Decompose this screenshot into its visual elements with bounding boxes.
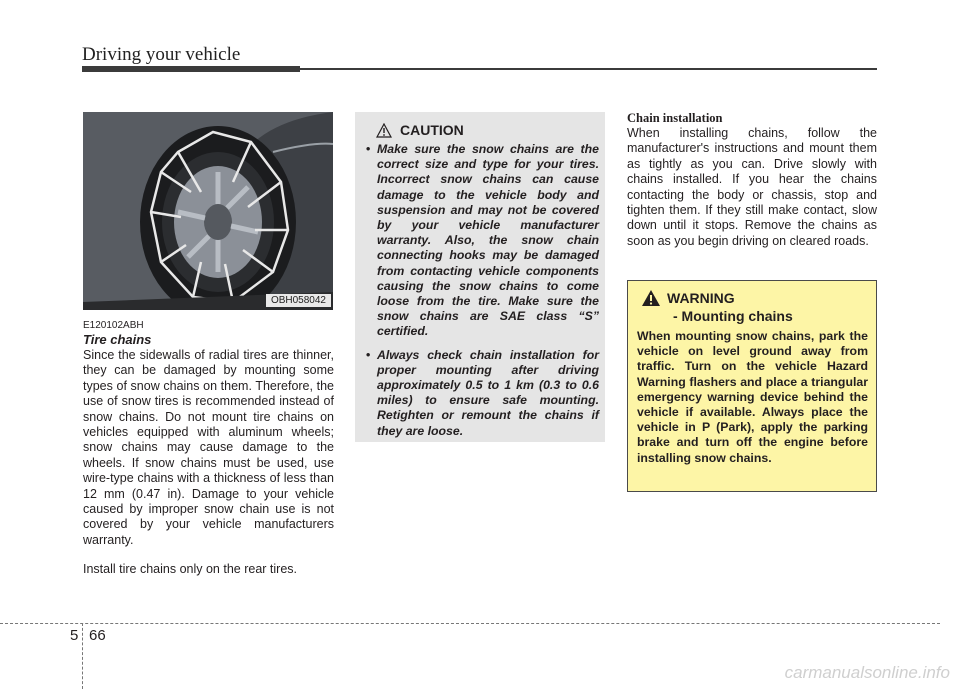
section-code: E120102ABH (83, 320, 144, 331)
header-rule-thin (300, 68, 877, 70)
tire-chain-illustration (83, 112, 333, 310)
warning-triangle-icon (641, 289, 661, 307)
caution-title: CAUTION (400, 122, 464, 138)
caution-box (355, 112, 605, 442)
caution-triangle-icon (376, 123, 392, 138)
footer-divider (82, 623, 83, 689)
watermark: carmanualsonline.info (784, 663, 950, 682)
tire-chain-photo (83, 112, 333, 310)
warning-box (627, 280, 877, 492)
chain-installation-text: When installing chains, follow the manufacturer's instructions and mount them as tightly as you can. Drive slowly with chains installed. If you hear the chains contacting the body or chassis, stop and tighten them. If they still make contact, slow down until it stops. Remove the chains as soon as you begin driving on cleared roads. (627, 126, 877, 248)
footer-rule (0, 623, 940, 624)
caution-item: • Make sure the snow chains are the correct size and type for your tires. Incorrect snow chains can cause damage to the vehicle body and suspension and may not be covered by your vehicle manufacturer warranty. Also, the snow chain connecting hooks may be damaged from contacting vehicle components causing the snow chains to come loose from the tire. Make sure the snow chains are SAE class “S” certified. (366, 142, 599, 340)
chain-installation-title: Chain installation (627, 111, 723, 125)
section-subtitle: Tire chains (83, 332, 152, 347)
section-paragraph-1: Since the sidewalls of radial tires are thinner, they can be damaged by mounting some types of snow chains on them. Therefore, the use of snow tires is recommended instead of snow chains. Do not mount tire chains on vehicles equipped with aluminum wheels; snow chains may cause damage to the wheels. If snow chains must be used, use wire-type chains with a thickness of less than 12 mm (0.47 in). Damage to your vehicle caused by improper snow chain use is not covered by your vehicle manufacturers warranty. (83, 348, 334, 547)
page-section-number: 5 (70, 627, 79, 644)
page-number: 66 (89, 627, 106, 644)
warning-text: When mounting snow chains, park the vehicle on level ground away from traffic. Turn on the vehicle Hazard Warning flashers and place a triangular emergency warning device behind the vehicle if available. Always place the vehicle in P (Park), apply the parking brake and turn off the engine before installing snow chains. (637, 329, 868, 465)
header-rule-thick (82, 66, 300, 72)
caution-header (376, 122, 599, 138)
page-header-title: Driving your vehicle (82, 44, 241, 65)
caution-item: • Always check chain installation for proper mounting after driving approximately 0.5 to 1 km (0.3 to 0.6 miles) to ensure safe mounting. Retighten or remount the chains if they are loose. (366, 348, 599, 439)
warning-title: WARNING (667, 290, 735, 306)
warning-subtitle: - Mounting chains (673, 308, 793, 324)
section-paragraph-2: Install tire chains only on the rear tires. (83, 562, 297, 576)
caution-list (366, 142, 599, 439)
warning-header (641, 289, 868, 307)
photo-label: OBH058042 (266, 294, 331, 307)
